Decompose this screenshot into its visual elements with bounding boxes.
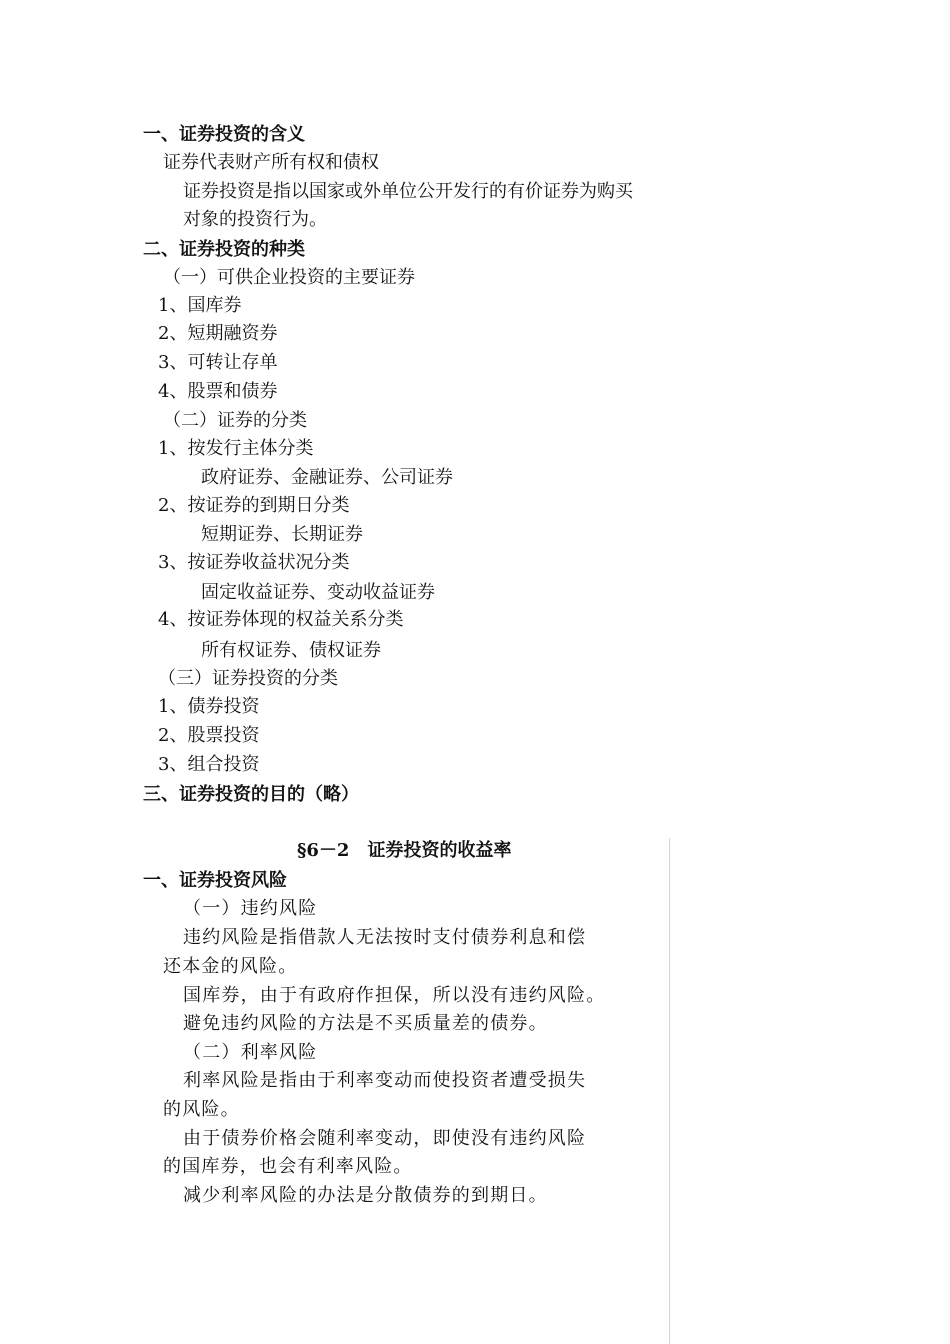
subsection-heading: （二）证券的分类 [163,410,307,431]
subsection-heading: （二）利率风险 [183,1042,318,1063]
list-item: 4、按证券体现的权益关系分类 [158,609,404,630]
list-item: 4、股票和债券 [158,381,278,402]
chapter-title: §6－2 证券投资的收益率 [297,840,512,861]
list-item-detail: 政府证券、金融证券、公司证券 [201,467,453,488]
column-divider [669,838,670,1344]
paragraph: 利率风险是指由于利率变动而使投资者遭受损失 [183,1070,587,1091]
paragraph: 证券代表财产所有权和债权 [163,152,379,173]
paragraph: 避免违约风险的方法是不买质量差的债券。 [183,1013,548,1034]
paragraph: 对象的投资行为。 [183,209,327,230]
list-item: 1、国库券 [158,295,242,316]
paragraph: 由于债券价格会随利率变动，即使没有违约风险 [183,1128,587,1149]
list-item: 1、债券投资 [158,696,260,717]
subsection-heading: （一）违约风险 [183,898,318,919]
list-item-detail: 所有权证券、债权证券 [201,640,381,661]
section-heading-1: 一、证券投资的含义 [143,124,305,145]
list-item-detail: 固定收益证券、变动收益证券 [201,582,435,603]
section-heading: 一、证券投资风险 [143,870,287,891]
list-item: 1、按发行主体分类 [158,438,314,459]
list-item: 2、股票投资 [158,725,260,746]
list-item-detail: 短期证券、长期证券 [201,524,363,545]
paragraph: 减少利率风险的办法是分散债券的到期日。 [183,1185,548,1206]
list-item: 3、按证券收益状况分类 [158,552,350,573]
paragraph: 国库券，由于有政府作担保，所以没有违约风险。 [183,985,606,1006]
subsection-heading: （三）证券投资的分类 [158,668,338,689]
paragraph: 的国库券，也会有利率风险。 [163,1156,413,1177]
paragraph: 还本金的风险。 [163,956,298,977]
list-item: 3、组合投资 [158,754,260,775]
list-item: 3、可转让存单 [158,352,278,373]
paragraph: 证券投资是指以国家或外单位公开发行的有价证券为购买 [183,181,633,202]
paragraph: 违约风险是指借款人无法按时支付债券利息和偿 [183,927,587,948]
section-heading-2: 二、证券投资的种类 [143,239,305,260]
paragraph: 的风险。 [163,1099,240,1120]
list-item: 2、短期融资券 [158,323,278,344]
subsection-heading: （一）可供企业投资的主要证券 [163,267,415,288]
list-item: 2、按证券的到期日分类 [158,495,350,516]
section-heading-3: 三、证券投资的目的（略） [143,784,359,805]
